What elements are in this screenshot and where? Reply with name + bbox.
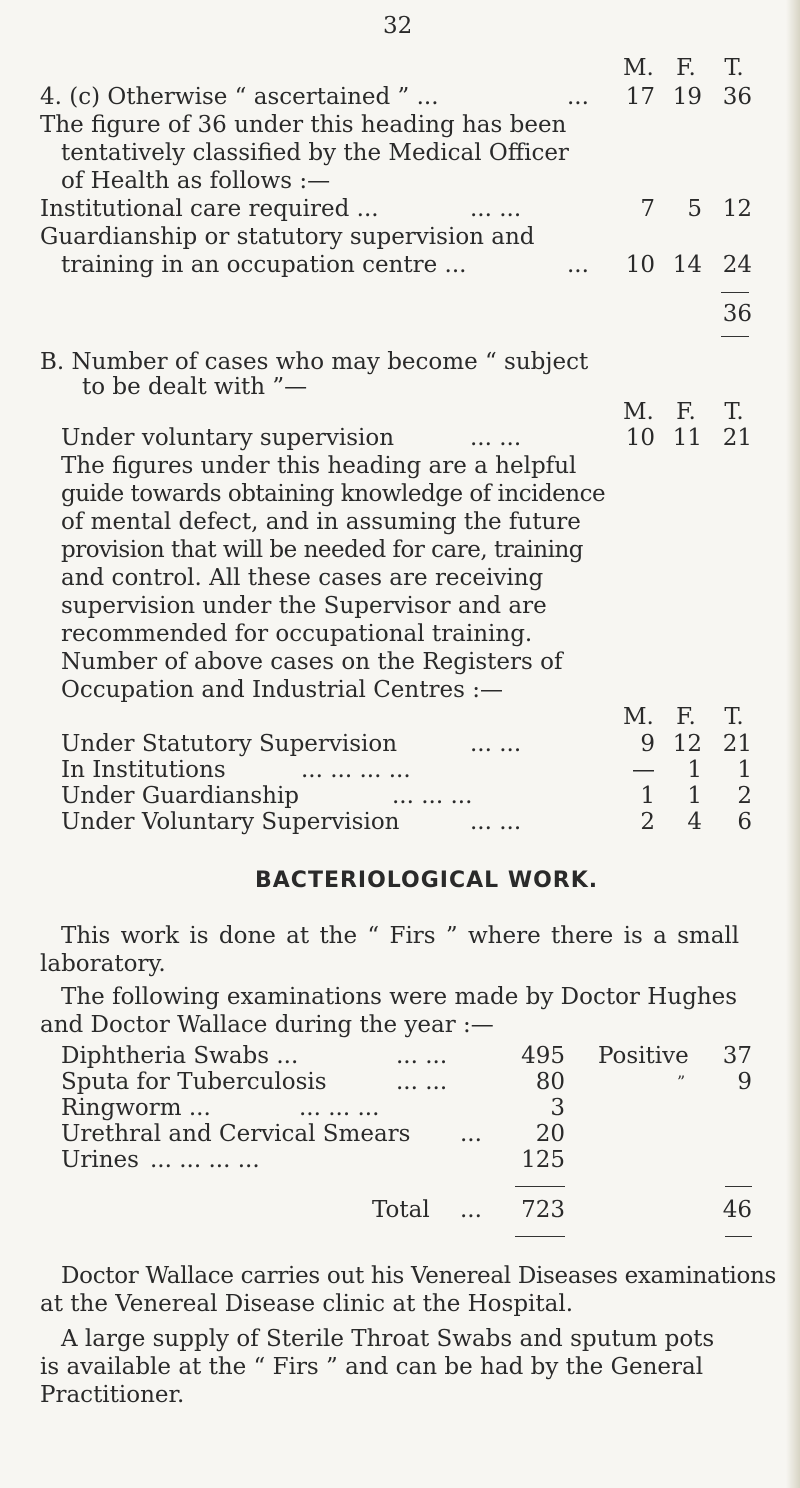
- section-b-desc-line-5: and control. All these cases are receiving: [61, 565, 544, 591]
- b-col-header-t: T.: [724, 399, 744, 425]
- register-row-label: Under Voluntary Supervision: [61, 809, 400, 835]
- register-row-label: Under Guardianship: [61, 783, 300, 809]
- exam-total-label: Total: [372, 1197, 430, 1223]
- section-b-desc-line-9: Occupation and Industrial Centres :—: [61, 677, 503, 703]
- bacteriological-para1-line1: This work is done at the “ Firs ” where there is a small: [61, 923, 740, 949]
- section-b-desc-line-6: supervision under the Supervisor and are: [61, 593, 547, 619]
- exam-count: 125: [521, 1147, 565, 1173]
- exam-dots: ... ...: [396, 1043, 448, 1069]
- exam-total-dots: ...: [460, 1197, 482, 1223]
- exam-total-count: 723: [521, 1197, 565, 1223]
- register-row-t: 2: [737, 783, 752, 809]
- voluntary-m: 10: [625, 425, 655, 451]
- bacteriological-para3-line2: at the Venereal Disease clinic at the Hospital.: [40, 1291, 574, 1317]
- voluntary-label: Under voluntary supervision: [61, 425, 395, 451]
- bacteriological-heading: BACTERIOLOGICAL WORK.: [255, 868, 599, 893]
- register-row-t: 6: [737, 809, 752, 835]
- page-number: 32: [383, 13, 413, 39]
- guardianship-dots: ...: [567, 252, 589, 278]
- exam-result: ”: [677, 1072, 686, 1091]
- total-rule-bottom: [721, 336, 749, 337]
- register-row-m: 9: [640, 731, 655, 757]
- bacteriological-para1-line2: laboratory.: [40, 951, 166, 977]
- section-b-desc-line-2: guide towards obtaining knowledge of incidence: [61, 481, 606, 507]
- exam-result: Positive: [598, 1043, 689, 1069]
- section-a-desc-line-1: The figure of 36 under this heading has been: [40, 112, 567, 138]
- exam-label: Sputa for Tuberculosis: [61, 1069, 327, 1095]
- b-col-header-f: F.: [676, 399, 696, 425]
- register-row-t: 21: [722, 731, 752, 757]
- exam-dots: ... ...: [396, 1069, 448, 1095]
- page-edge-shadow: [786, 0, 800, 1488]
- register-row-dots: ... ...: [470, 731, 522, 757]
- institutional-t: 12: [722, 196, 752, 222]
- institutional-m: 7: [640, 196, 655, 222]
- institutional-label: Institutional care required ...: [40, 196, 379, 222]
- col-header-m: M.: [623, 55, 654, 81]
- section-b-desc-line-1: The figures under this heading are a helpful: [61, 453, 577, 479]
- register-row-t: 1: [737, 757, 752, 783]
- exam-label: Urines: [61, 1147, 139, 1173]
- voluntary-dots: ... ...: [470, 425, 522, 451]
- positive-total-rule-top: [725, 1186, 752, 1187]
- section-a-desc-line-2: tentatively classified by the Medical Officer: [61, 140, 569, 166]
- section-b-desc-line-7: recommended for occupational training.: [61, 621, 533, 647]
- register-row-dots: ... ... ... ...: [301, 757, 411, 783]
- guardianship-t: 24: [722, 252, 752, 278]
- section-a-total: 36: [722, 301, 752, 327]
- exam-count: 3: [550, 1095, 565, 1121]
- exam-dots: ...: [460, 1121, 482, 1147]
- register-row-label: Under Statutory Supervision: [61, 731, 398, 757]
- guardianship-m: 10: [625, 252, 655, 278]
- exam-count: 20: [535, 1121, 565, 1147]
- guardianship-line-1: Guardianship or statutory supervision and: [40, 224, 535, 250]
- register-row-label: In Institutions: [61, 757, 226, 783]
- item4-f: 19: [672, 84, 702, 110]
- total-rule-top: [721, 292, 749, 293]
- register-row-m: —: [632, 757, 655, 783]
- register-row-f: 1: [687, 757, 702, 783]
- bacteriological-para2-line2: and Doctor Wallace during the year :—: [40, 1012, 494, 1038]
- section-b-desc-line-4: provision that will be needed for care, training: [61, 537, 583, 563]
- register-row-f: 12: [672, 731, 702, 757]
- exam-positive: 37: [722, 1043, 752, 1069]
- positive-total-rule-bottom: [725, 1236, 752, 1237]
- institutional-dots: ... ...: [470, 196, 522, 222]
- exam-total-rule-bottom: [515, 1236, 565, 1237]
- voluntary-f: 11: [672, 425, 702, 451]
- register-row-m: 1: [640, 783, 655, 809]
- col-header-t: T.: [724, 55, 744, 81]
- exam-total-positive: 46: [722, 1197, 752, 1223]
- voluntary-t: 21: [722, 425, 752, 451]
- bacteriological-para4-line2: is available at the “ Firs ” and can be had by the General: [40, 1354, 704, 1380]
- b-col-header2-f: F.: [676, 704, 696, 730]
- exam-dots: ... ... ... ...: [150, 1147, 260, 1173]
- guardianship-f: 14: [672, 252, 702, 278]
- exam-total-rule-top: [515, 1186, 565, 1187]
- exam-count: 80: [535, 1069, 565, 1095]
- item4-dots: ...: [567, 84, 589, 110]
- section-b-desc-line-3: of mental defect, and in assuming the future: [61, 509, 581, 535]
- register-row-f: 4: [687, 809, 702, 835]
- exam-positive: 9: [737, 1069, 752, 1095]
- section-a-desc-line-3: of Health as follows :—: [61, 168, 331, 194]
- register-row-dots: ... ... ...: [392, 783, 473, 809]
- section-b-desc-line-8: Number of above cases on the Registers of: [61, 649, 563, 675]
- institutional-f: 5: [687, 196, 702, 222]
- bacteriological-para2-line1: The following examinations were made by Doctor Hughes: [61, 984, 738, 1010]
- col-header-f: F.: [676, 55, 696, 81]
- b-col-header-m: M.: [623, 399, 654, 425]
- register-row-f: 1: [687, 783, 702, 809]
- item4-label: 4. (c) Otherwise “ ascertained ” ...: [40, 84, 439, 110]
- section-b-title-line-2: to be dealt with ”—: [82, 374, 308, 400]
- exam-dots: ... ... ...: [299, 1095, 380, 1121]
- exam-count: 495: [521, 1043, 565, 1069]
- bacteriological-para3-line1: Doctor Wallace carries out his Venereal Diseases examinations: [61, 1263, 777, 1289]
- bacteriological-para4-line1: A large supply of Sterile Throat Swabs and sputum pots: [61, 1326, 715, 1352]
- exam-label: Urethral and Cervical Smears: [61, 1121, 411, 1147]
- item4-m: 17: [625, 84, 655, 110]
- section-b-title-line-1: B. Number of cases who may become “ subject: [40, 349, 589, 375]
- exam-label: Diphtheria Swabs ...: [61, 1043, 299, 1069]
- b-col-header2-m: M.: [623, 704, 654, 730]
- guardianship-label: training in an occupation centre ...: [61, 252, 467, 278]
- b-col-header2-t: T.: [724, 704, 744, 730]
- register-row-m: 2: [640, 809, 655, 835]
- bacteriological-para4-line3: Practitioner.: [40, 1382, 185, 1408]
- register-row-dots: ... ...: [470, 809, 522, 835]
- exam-label: Ringworm ...: [61, 1095, 211, 1121]
- item4-t: 36: [722, 84, 752, 110]
